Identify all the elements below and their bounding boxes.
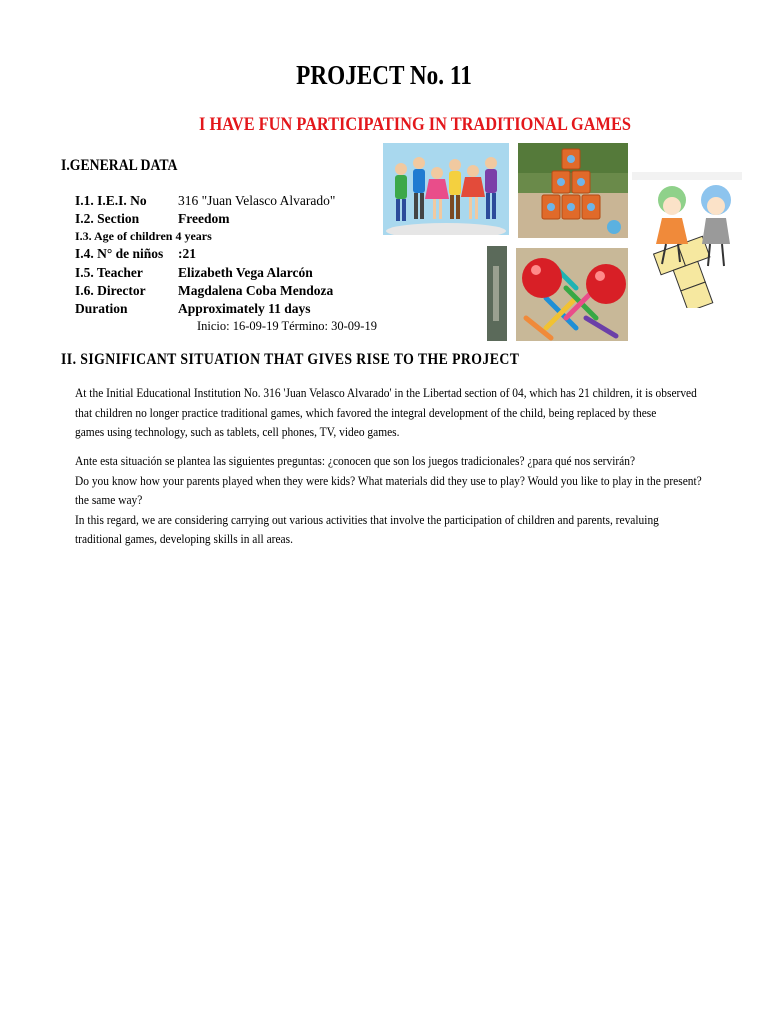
- jacks-and-balls-image: [516, 248, 628, 341]
- tin-can-stack-image: [518, 143, 628, 238]
- text-line: Ante esta situación se plantea las siguientes preguntas: ¿conocen que son los juegos tradicionales? ¿para qué nos servirán?: [75, 453, 636, 468]
- text-line: Do you know how your parents played when they were kids? What materials did they use to play? Would you like to play in the present?: [75, 472, 702, 488]
- situation-paragraph: [75, 383, 713, 442]
- row-label: I.6. Director: [75, 283, 146, 298]
- project-dates: Inicio: 16-09-19 Término: 30-09-19: [197, 319, 377, 333]
- row-label: I.5. Teacher: [75, 265, 143, 280]
- text-line: games using technology, such as tablets, cell phones, TV, video games.: [75, 424, 400, 439]
- row-value: Magdalena Coba Mendoza: [178, 283, 334, 298]
- row-value: Approximately 11 days: [178, 301, 311, 316]
- project-subtitle: I HAVE FUN PARTICIPATING IN TRADITIONAL GAMES: [199, 114, 631, 135]
- row-value: :21: [178, 246, 196, 261]
- text-line: the same way?: [75, 492, 143, 507]
- page-title: PROJECT No. 11: [296, 60, 472, 90]
- row-label: I.2. Section: [75, 211, 140, 226]
- row-value: 316 "Juan Velasco Alvarado": [178, 193, 336, 208]
- questions-paragraph: [75, 451, 713, 549]
- row-label: Duration: [75, 301, 128, 316]
- hopscotch-girls-image: [632, 172, 742, 308]
- text-line: In this regard, we are considering carrying out various activities that involve the participation of children and parents, revaluing: [75, 511, 659, 527]
- row-value: Elizabeth Vega Alarcón: [178, 265, 313, 280]
- ground-strip-image: [487, 246, 507, 341]
- text-line: that children no longer practice traditional games, which favored the integral development of the child, being replaced by these: [75, 404, 657, 420]
- row-label: I.3. Age of children 4 years: [75, 229, 212, 243]
- row-label: I.1. I.E.I. No: [75, 193, 147, 208]
- section2-heading: II. SIGNIFICANT SITUATION THAT GIVES RISE TO THE PROJECT: [61, 351, 520, 368]
- children-playing-image: [383, 143, 509, 235]
- row-value: Freedom: [178, 211, 230, 226]
- text-line: At the Initial Educational Institution No. 316 'Juan Velasco Alvarado' in the Libertad section of 04, which has 21 children, it is observed: [75, 385, 697, 400]
- text-line: traditional games, developing skills in all areas.: [75, 531, 293, 546]
- row-label: I.4. N° de niños: [75, 246, 164, 261]
- general-data-heading: I.GENERAL DATA: [61, 157, 178, 174]
